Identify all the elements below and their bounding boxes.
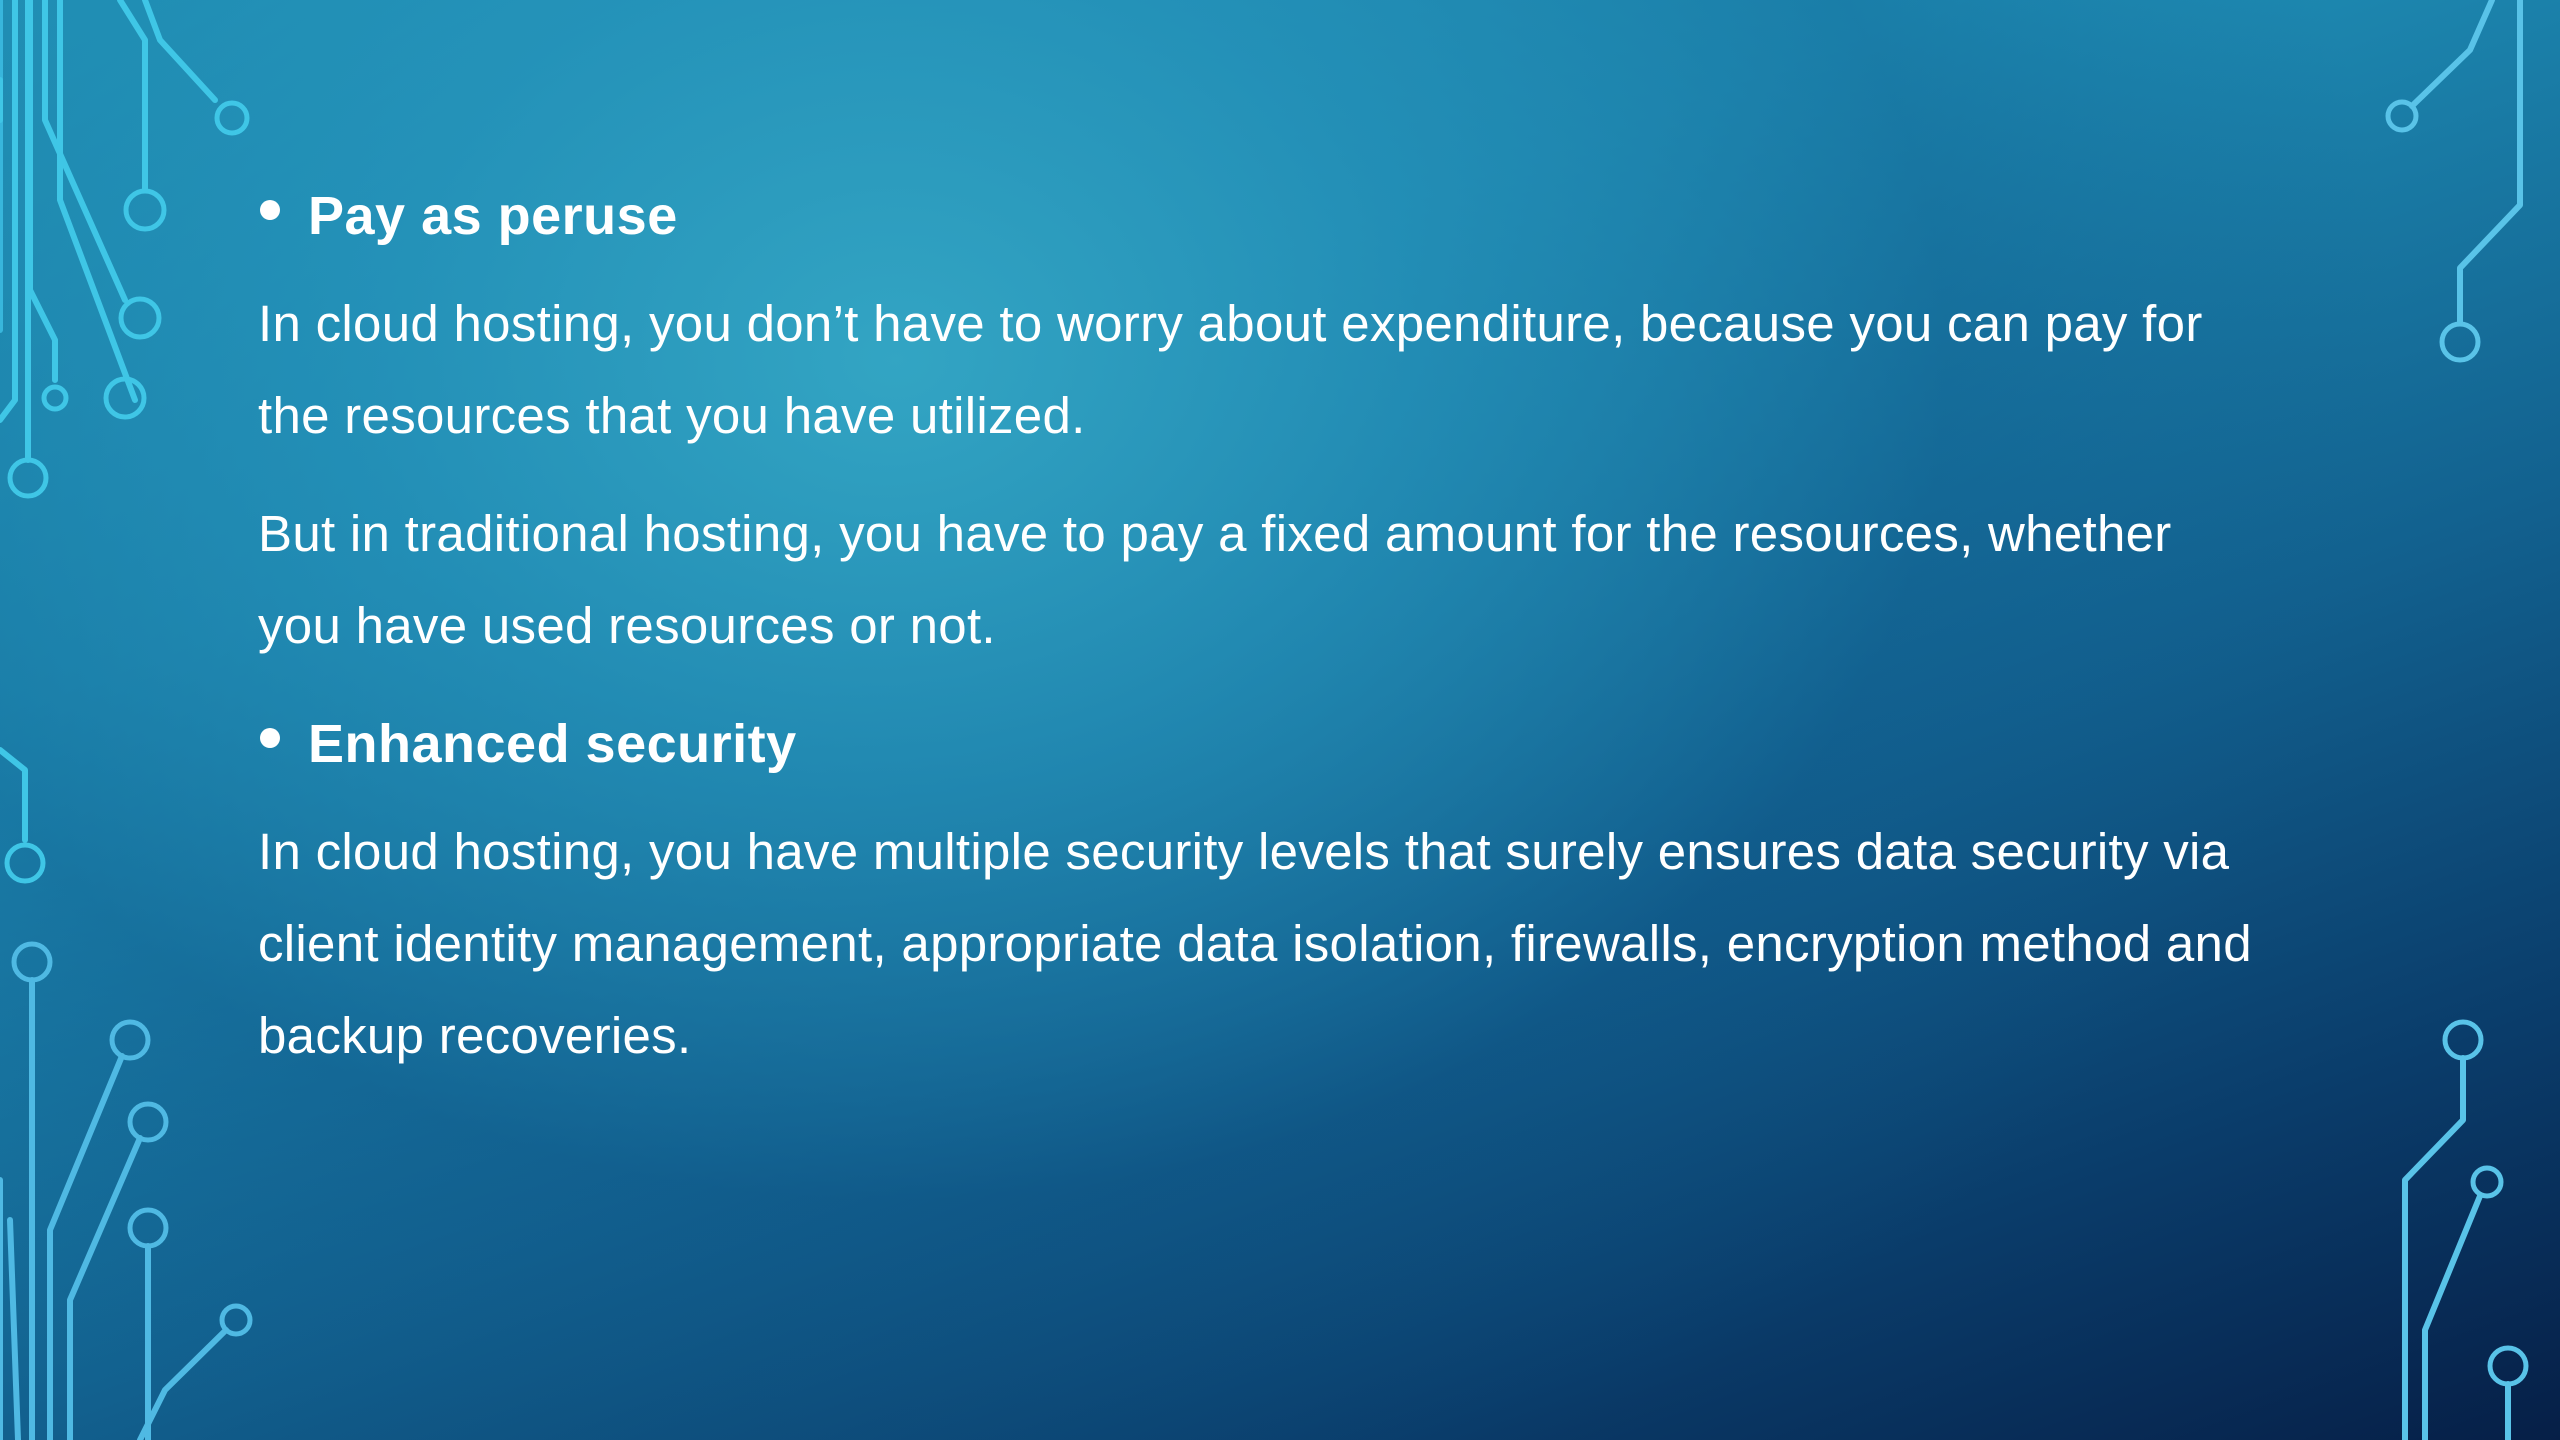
circuit-right-bottom bbox=[2405, 1022, 2526, 1440]
bullet-dot-icon bbox=[260, 200, 280, 220]
bullet-dot-icon bbox=[260, 728, 280, 748]
heading-text: Enhanced security bbox=[308, 714, 797, 774]
circuit-left-middle bbox=[0, 750, 43, 881]
paragraph-cloud-security: In cloud hosting, you have multiple security levels that surely ensures data security via client identity management, appropriate data isolation, firewalls, encryption method and backup recoveries. bbox=[258, 823, 2252, 1064]
circuit-right-top bbox=[2388, 0, 2520, 360]
bullet-heading-pay-as-peruse bbox=[258, 170, 2258, 262]
circuit-left-top bbox=[0, 0, 247, 496]
circuit-left-bottom bbox=[0, 944, 250, 1440]
bullet-heading-enhanced-security bbox=[258, 698, 2258, 790]
paragraph-traditional-hosting: But in traditional hosting, you have to pay a fixed amount for the resources, whether you have used resources or not. bbox=[258, 505, 2172, 654]
slide-content bbox=[258, 170, 2258, 1108]
heading-text: Pay as peruse bbox=[308, 186, 678, 246]
paragraph-cloud-hosting-pay: In cloud hosting, you don’t have to worry about expenditure, because you can pay for the resources that you have utilized. bbox=[258, 295, 2203, 444]
